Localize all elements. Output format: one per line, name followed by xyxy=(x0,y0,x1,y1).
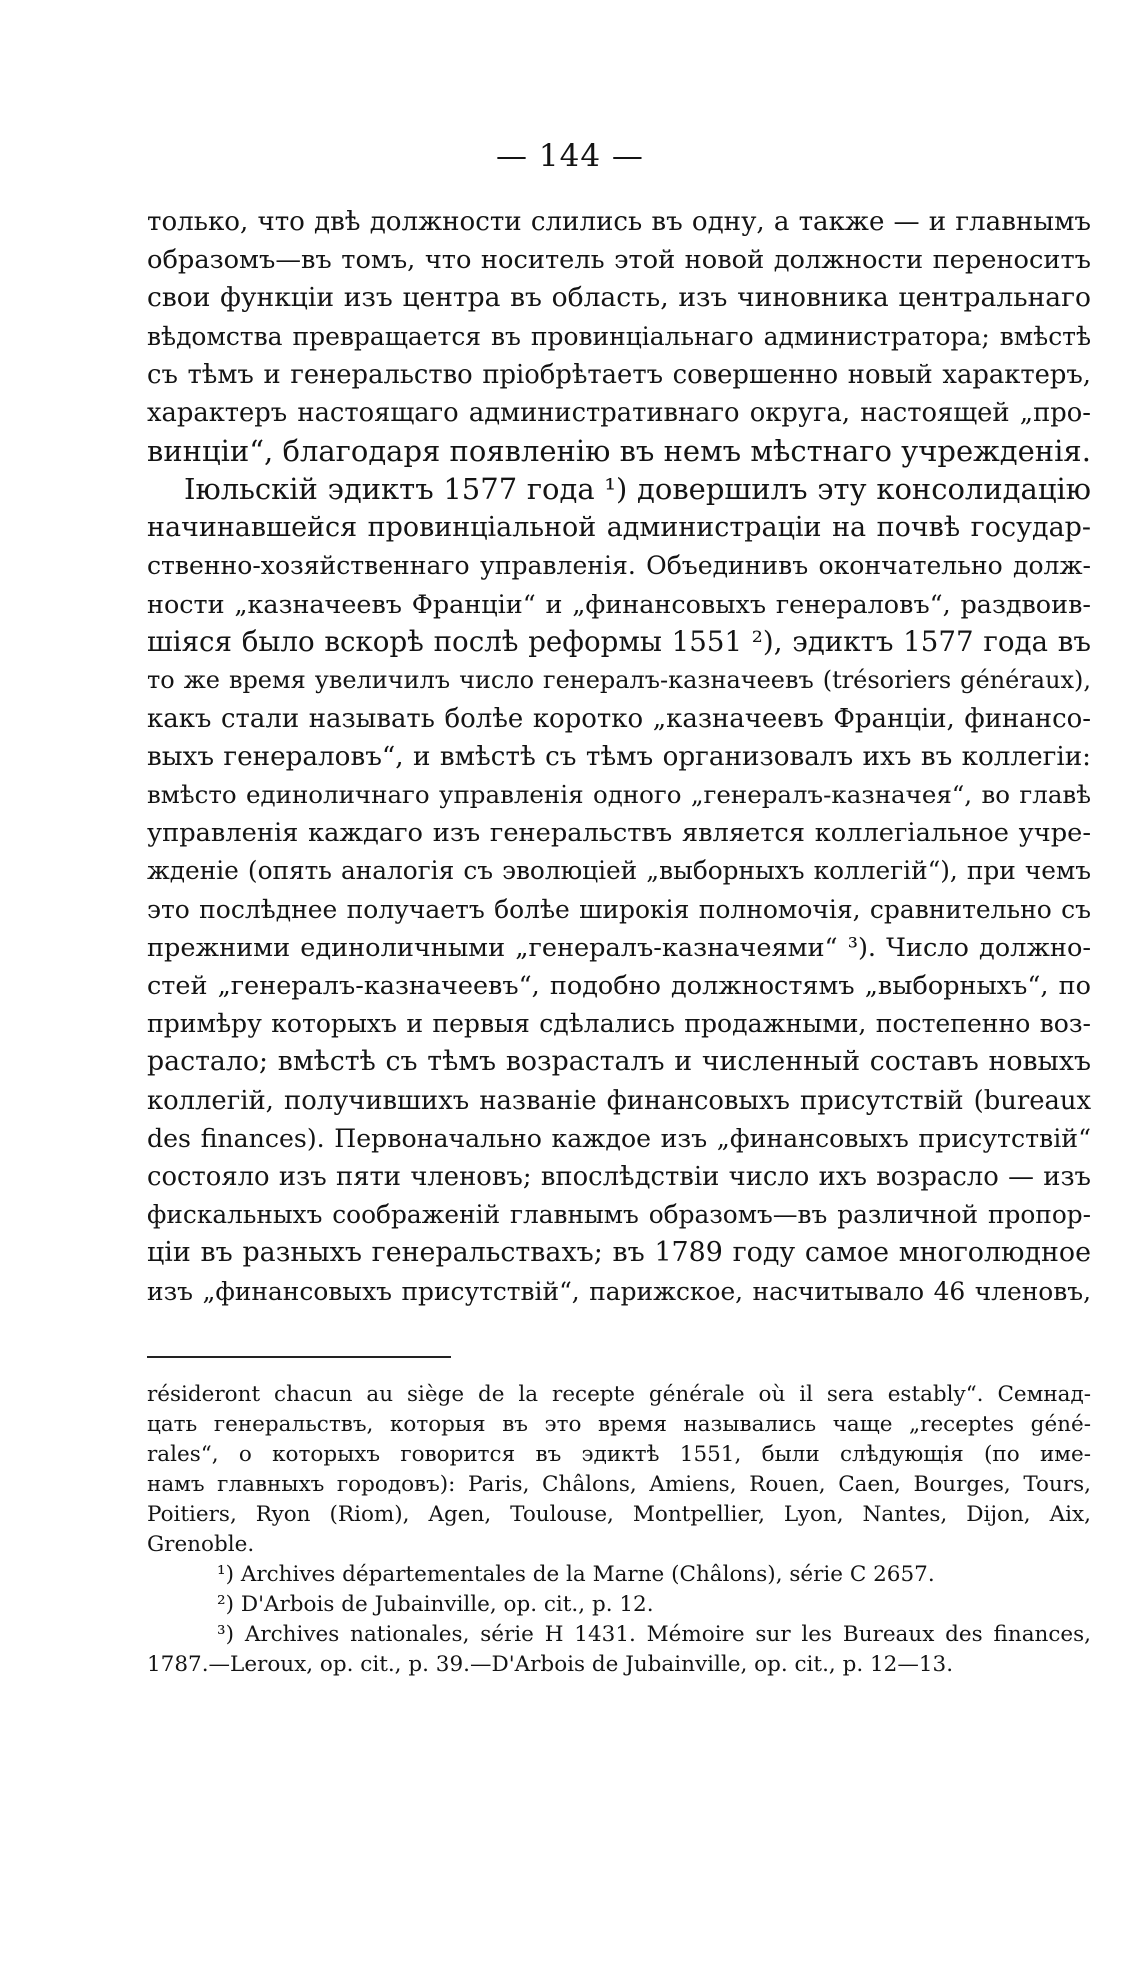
footnote-continuation-line: rales“, о которыхъ говорится въ эдиктѣ 1551, были слѣдующія (по име- xyxy=(147,1442,1091,1467)
page-number: — 144 — xyxy=(496,138,644,174)
body-line: управленія каждаго изъ генеральствъ является коллегіальное учре- xyxy=(147,818,1091,849)
footnote-continuation-line: Poitiers, Ryon (Riom), Agen, Toulouse, Montpellier, Lyon, Nantes, Dijon, Aix, xyxy=(147,1502,1091,1527)
body-line: ности „казначеевъ Франціи“ и „финансовыхъ генераловъ“, раздвоив- xyxy=(147,589,1091,620)
body-line: стей „генералъ-казначеевъ“, подобно должностямъ „выборныхъ“, по xyxy=(147,971,1091,1002)
footnote-divider xyxy=(147,1356,451,1358)
footnote-continuation-line: намъ главныхъ городовъ): Paris, Châlons, Amiens, Rouen, Caen, Bourges, Tours, xyxy=(147,1472,1091,1497)
footnote-3: ³) Archives nationales, série H 1431. Mémoire sur les Bureaux des finances, xyxy=(217,1622,1091,1647)
body-line: какъ стали называть болѣе коротко „казначеевъ Франціи, финансо- xyxy=(147,703,1091,734)
footnote-1: ¹) Archives départementales de la Marne (Châlons), série C 2657. xyxy=(217,1562,935,1587)
body-line: свои функціи изъ центра въ область, изъ чиновника центральнаго xyxy=(147,282,1091,314)
body-line: ціи въ разныхъ генеральствахъ; въ 1789 году самое многолюдное xyxy=(147,1237,1091,1269)
body-line: коллегій, получившихъ названіе финансовыхъ присутствій (bureaux xyxy=(147,1085,1091,1116)
body-line: прежними единоличными „генералъ-казначеями“ ³). Число должно- xyxy=(147,932,1091,963)
body-line: выхъ генераловъ“, и вмѣстѣ съ тѣмъ организовалъ ихъ въ коллегіи: xyxy=(147,741,1091,772)
footnotes xyxy=(147,1380,1091,1680)
footnote-2: ²) D'Arbois de Jubainville, op. cit., p. 12. xyxy=(217,1592,654,1617)
footnote-3-continuation: 1787.—Leroux, op. cit., p. 39.—D'Arbois de Jubainville, op. cit., p. 12—13. xyxy=(147,1652,954,1677)
footnote-continuation-line: Grenoble. xyxy=(147,1532,255,1557)
body-line: то же время увеличилъ число генералъ-казначеевъ (trésoriers généraux), xyxy=(147,666,1091,695)
body-line: жденіе (опять аналогія съ эволюціей „выборныхъ коллегій“), при чемъ xyxy=(147,856,1091,886)
body-line: только, что двѣ должности слились въ одну, а также — и главнымъ xyxy=(147,207,1091,237)
body-line: des finances). Первоначально каждое изъ „финансовыхъ присутствій“ xyxy=(147,1123,1091,1153)
body-line: винціи“, благодаря появленію въ немъ мѣстнаго учрежденія. xyxy=(147,434,1091,469)
body-line: вѣдомства превращается въ провинціальнаго администратора; вмѣстѣ xyxy=(147,321,1091,351)
body-line: начинавшейся провинціальной администраціи на почвѣ государ- xyxy=(147,511,1091,543)
body-line: это послѣднее получаетъ болѣе широкія полномочія, сравнительно съ xyxy=(147,894,1091,924)
body-line: состояло изъ пяти членовъ; впослѣдствіи число ихъ возрасло — изъ xyxy=(147,1162,1091,1193)
body-line: шіяся было вскорѣ послѣ реформы 1551 ²), эдиктъ 1577 года въ xyxy=(147,625,1091,659)
body-line: вмѣсто единоличнаго управленія одного „генералъ-казначея“, во главѣ xyxy=(147,780,1091,810)
body-line: примѣру которыхъ и первыя сдѣлались продажными, постепенно воз- xyxy=(147,1009,1091,1039)
footnote-continuation-line: цать генеральствъ, которыя въ это время назывались чаще „receptes géné- xyxy=(147,1412,1091,1437)
main-text xyxy=(147,203,1091,1311)
body-line: растало; вмѣстѣ съ тѣмъ возрасталъ и численный составъ новыхъ xyxy=(147,1046,1091,1078)
body-line: ственно-хозяйственнаго управленія. Объединивъ окончательно долж- xyxy=(147,550,1091,580)
footnote-continuation-line: résideront chacun au siège de la recepte générale où il sera estably“. Семнад- xyxy=(147,1382,1091,1407)
body-line: характеръ настоящаго административнаго округа, настоящей „про- xyxy=(147,398,1091,429)
body-line: съ тѣмъ и генеральство пріобрѣтаетъ совершенно новый характеръ, xyxy=(147,359,1091,390)
body-line: изъ „финансовыхъ присутствій“, парижское, насчитывало 46 членовъ, xyxy=(147,1276,1091,1306)
body-line: фискальныхъ соображеній главнымъ образомъ—въ различной пропор- xyxy=(147,1200,1091,1230)
body-line: образомъ—въ томъ, что носитель этой новой должности переноситъ xyxy=(147,245,1091,276)
body-line: Іюльскій эдиктъ 1577 года ¹) довершилъ эту консолидацію xyxy=(184,472,1091,507)
